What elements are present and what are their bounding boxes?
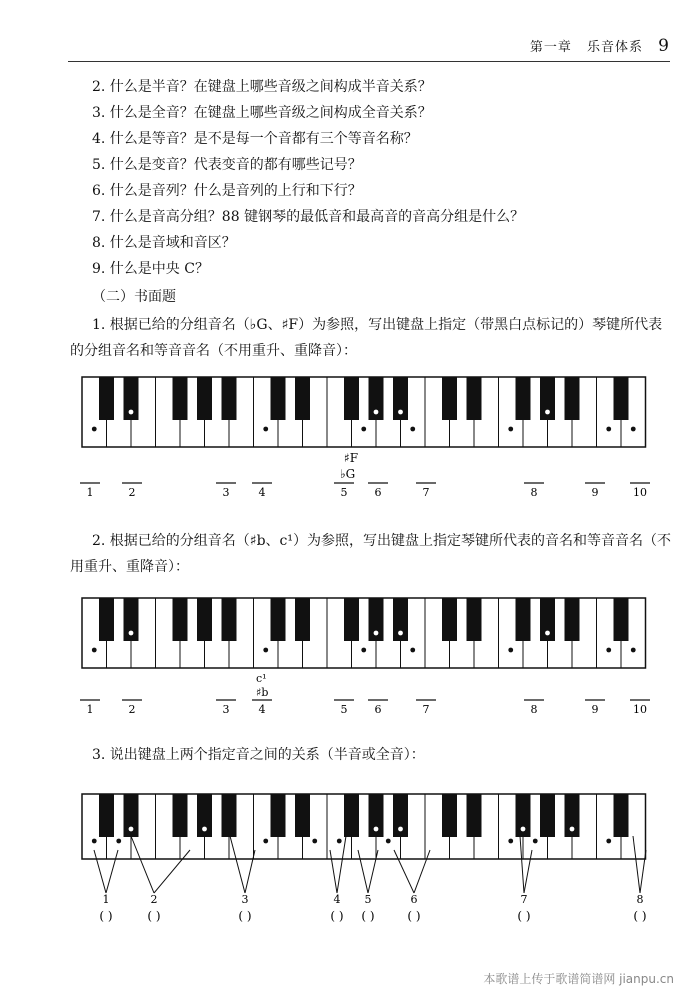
black-key-dot: [545, 410, 550, 415]
keyboard-frame: [82, 377, 646, 447]
page-number: 9: [658, 36, 670, 56]
white-key-dot: [263, 427, 268, 432]
question-5: 5. 什么是变音？代表变音的都有哪些记号？: [92, 157, 362, 173]
exercise-1-text: 1. 根据已给的分组音名（♭G、♯F）为参照，写出键盘上指定（带黑白点标记的）琴键所代表的分组音名和等音音名（不用重升、重降音）：: [70, 317, 663, 359]
key-number: 9: [591, 486, 599, 499]
black-key: [222, 598, 237, 641]
black-key: [222, 377, 237, 420]
relation-number: 6: [410, 893, 418, 906]
exercise-3-text: 3. 说出键盘上两个指定音之间的关系（半音或全音）：: [92, 747, 425, 763]
black-key: [540, 794, 555, 837]
relation-number: 8: [636, 893, 644, 906]
white-key-dot: [606, 839, 611, 844]
white-key-dot: [508, 839, 513, 844]
black-key: [565, 377, 580, 420]
black-key: [516, 598, 531, 641]
keyboard-frame: [82, 598, 646, 668]
relation-number: 5: [364, 893, 372, 906]
key-number: 1: [86, 703, 94, 716]
key-number: 5: [340, 486, 348, 499]
key-number: 6: [374, 703, 382, 716]
answer-blank: ( ): [361, 909, 375, 923]
key-number: 4: [258, 703, 266, 716]
black-key-dot: [374, 410, 379, 415]
black-key-dot: [545, 631, 550, 636]
black-key: [442, 794, 457, 837]
white-key-dot: [312, 839, 317, 844]
key-number: 1: [86, 486, 94, 499]
question-8: 8. 什么是音域和音区？: [92, 235, 236, 251]
white-key-dot: [116, 839, 121, 844]
ex1-given-top: ♯F: [344, 451, 359, 465]
key-number: 10: [633, 486, 647, 499]
key-number: 4: [258, 486, 266, 499]
section-title: （二）书面题: [92, 289, 176, 305]
black-key: [173, 377, 188, 420]
relation-number: 7: [520, 893, 528, 906]
black-key: [614, 598, 629, 641]
black-key: [197, 598, 212, 641]
keyboard-1: [82, 377, 646, 447]
black-key: [614, 794, 629, 837]
black-key: [467, 598, 482, 641]
answer-blank: ( ): [238, 909, 252, 923]
relation-number: 3: [241, 893, 249, 906]
black-key: [467, 794, 482, 837]
black-key: [344, 598, 359, 641]
ex2-given-bottom: ♯b: [256, 686, 269, 699]
white-key-dot: [92, 648, 97, 653]
chapter-title: 乐音体系: [587, 40, 644, 55]
black-key: [295, 598, 310, 641]
white-key-dot: [631, 427, 636, 432]
black-key-dot: [398, 410, 403, 415]
ex2-given-top: c¹: [256, 672, 267, 685]
white-key-dot: [263, 839, 268, 844]
white-key-dot: [92, 839, 97, 844]
black-key: [271, 794, 286, 837]
black-key: [442, 598, 457, 641]
white-key-dot: [361, 427, 366, 432]
black-key-dot: [129, 827, 134, 832]
relation-number: 1: [102, 893, 110, 906]
black-key-dot: [570, 827, 575, 832]
key-number: 2: [128, 703, 136, 716]
black-key: [173, 598, 188, 641]
exercise-2-text: 2. 根据已给的分组音名（♯b、c¹）为参照，写出键盘上指定琴键所代表的音名和等音音名（不用重升、重降音）：: [70, 533, 671, 575]
white-key-dot: [386, 839, 391, 844]
black-key-dot: [398, 827, 403, 832]
white-key-dot: [92, 427, 97, 432]
black-key: [197, 377, 212, 420]
white-key-dot: [361, 648, 366, 653]
white-key-dot: [410, 427, 415, 432]
black-key-dot: [129, 631, 134, 636]
footer-watermark: 本歌谱上传于歌谱简谱网 jianpu.cn: [483, 972, 674, 986]
white-key-dot: [263, 648, 268, 653]
question-9: 9. 什么是中央 C？: [92, 261, 209, 277]
black-key: [99, 377, 114, 420]
black-key: [614, 377, 629, 420]
black-key-dot: [202, 827, 207, 832]
keyboard-frame: [82, 794, 646, 859]
black-key: [467, 377, 482, 420]
black-key-dot: [398, 631, 403, 636]
white-key-dot: [631, 648, 636, 653]
key-number: 8: [530, 703, 538, 716]
chapter-label: 第一章: [529, 40, 572, 55]
answer-blank: ( ): [407, 909, 421, 923]
black-key: [99, 794, 114, 837]
key-number: 7: [422, 703, 430, 716]
keyboard-2-labels: [80, 700, 650, 716]
key-number: 8: [530, 486, 538, 499]
answer-blank: ( ): [330, 909, 344, 923]
answer-blank: ( ): [147, 909, 161, 923]
black-key-dot: [374, 827, 379, 832]
relation-number: 4: [333, 893, 341, 906]
black-key-dot: [129, 410, 134, 415]
key-number: 7: [422, 486, 430, 499]
key-number: 2: [128, 486, 136, 499]
white-key-dot: [508, 648, 513, 653]
black-key: [565, 598, 580, 641]
black-key: [271, 377, 286, 420]
black-key: [295, 377, 310, 420]
black-key: [344, 794, 359, 837]
answer-blank: ( ): [517, 909, 531, 923]
black-key: [295, 794, 310, 837]
black-key: [99, 598, 114, 641]
keyboard-2: [82, 598, 646, 668]
white-key-dot: [410, 648, 415, 653]
black-key: [516, 377, 531, 420]
key-number: 3: [222, 703, 230, 716]
question-6: 6. 什么是音列？什么是音列的上行和下行？: [92, 183, 362, 199]
key-number: 5: [340, 703, 348, 716]
black-key-dot: [374, 631, 379, 636]
black-key: [222, 794, 237, 837]
white-key-dot: [508, 427, 513, 432]
white-key-dot: [533, 839, 538, 844]
key-number: 3: [222, 486, 230, 499]
key-number: 6: [374, 486, 382, 499]
key-number: 9: [591, 703, 599, 716]
white-key-dot: [337, 839, 342, 844]
black-key: [271, 598, 286, 641]
white-key-dot: [606, 427, 611, 432]
relation-number: 2: [150, 893, 158, 906]
question-7: 7. 什么是音高分组？88 键钢琴的最低音和最高音的音高分组是什么？: [92, 209, 525, 225]
question-2: 2. 什么是半音？在键盘上哪些音级之间构成半音关系？: [92, 79, 432, 95]
black-key: [442, 377, 457, 420]
question-4: 4. 什么是等音？是不是每一个音都有三个等音名称？: [92, 131, 418, 147]
question-3: 3. 什么是全音？在键盘上哪些音级之间构成全音关系？: [92, 105, 432, 121]
white-key-dot: [606, 648, 611, 653]
answer-blank: ( ): [99, 909, 113, 923]
key-number: 10: [633, 703, 647, 716]
keyboard-1-labels: [80, 483, 650, 499]
keyboard-3: [82, 794, 646, 859]
black-key: [344, 377, 359, 420]
answer-blank: ( ): [633, 909, 647, 923]
ex1-given-bottom: ♭G: [340, 467, 356, 481]
black-key: [173, 794, 188, 837]
black-key-dot: [521, 827, 526, 832]
